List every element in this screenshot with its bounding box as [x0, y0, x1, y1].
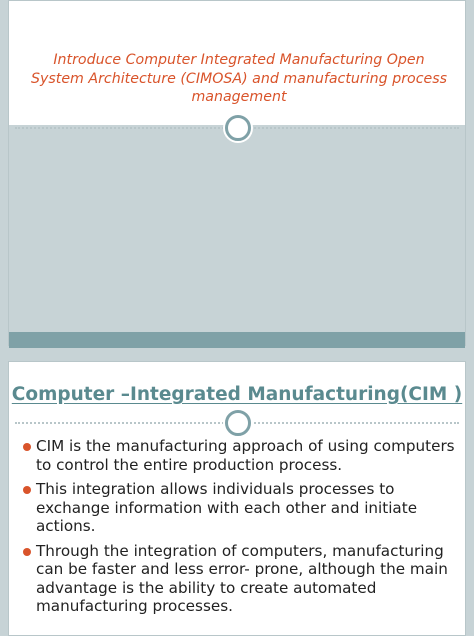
slide-1-title: Introduce Computer Integrated Manufacturing Open System Architecture (CIMOSA) and manufacturing process management — [30, 52, 448, 105]
bullet-text: CIM is the manufacturing approach of using computers to control the entire production process. — [36, 437, 455, 474]
bottom-band — [9, 332, 465, 348]
bullet-dot-icon — [23, 486, 31, 494]
bullet-dot-icon — [23, 443, 31, 451]
slide-1-title-area — [9, 1, 465, 125]
list-item — [22, 542, 462, 616]
bullet-list — [22, 437, 462, 622]
bullet-text: Through the integration of computers, manufacturing can be faster and less error- prone, although the main advantage is the ability to create automated manufacturing processes. — [36, 541, 448, 615]
list-item — [22, 437, 462, 474]
circle-ornament-icon — [225, 115, 251, 141]
slide-1 — [8, 0, 466, 346]
slide-2-title: Computer –Integrated Manufacturing(CIM ) — [11, 384, 463, 405]
slide-2 — [8, 361, 466, 636]
list-item — [22, 480, 462, 536]
circle-ornament-icon — [225, 410, 251, 436]
bullet-text: This integration allows individuals processes to exchange information with each other and initiate actions. — [36, 480, 418, 535]
slide-1-body-area — [9, 135, 465, 347]
bullet-dot-icon — [23, 548, 31, 556]
